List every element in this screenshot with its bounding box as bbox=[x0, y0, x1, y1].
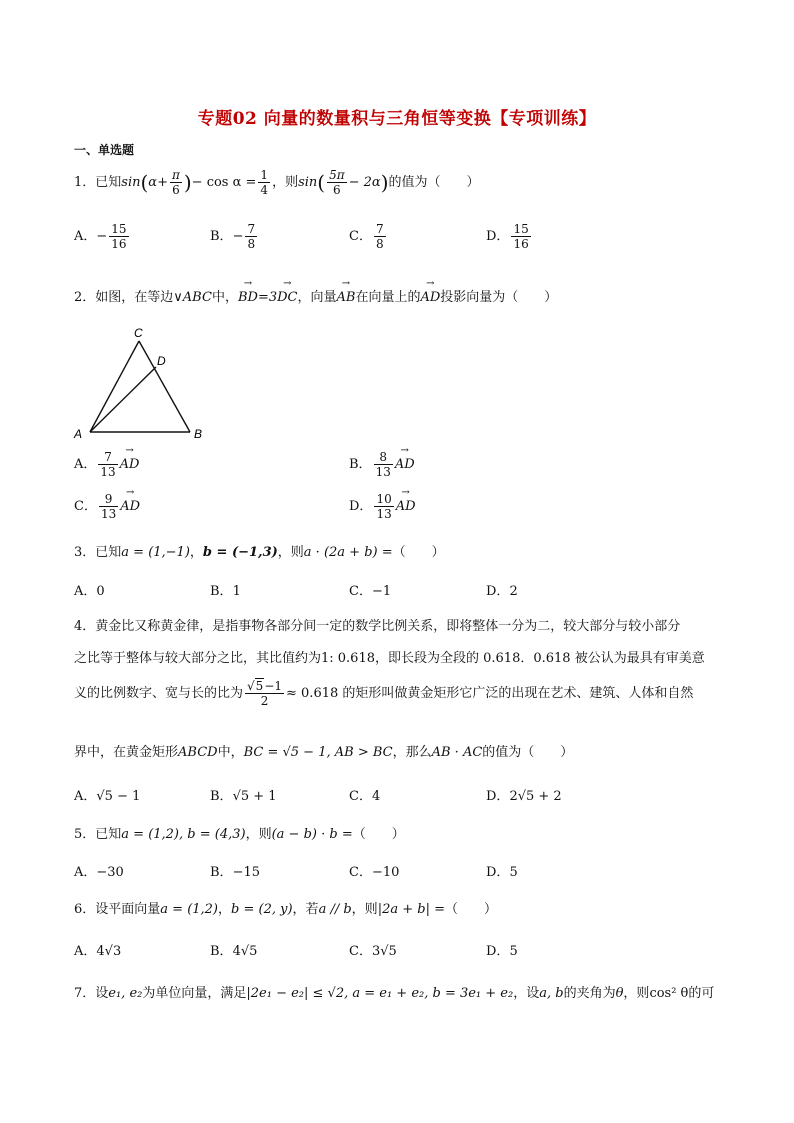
label-c: C bbox=[134, 326, 143, 340]
q3-option-b: B．1 bbox=[210, 584, 241, 599]
segment-ad bbox=[90, 367, 156, 432]
q2-option-c: C． $\frac{9}{13}$ → AD bbox=[74, 492, 140, 521]
question-7: 7．设e₁, e₂为单位向量，满足|2e₁ − e₂| ≤ √2, a = e₁ + e₂, b = 3e₁ + e₂，设a, b的夹角为θ，则cos² θ的可 bbox=[74, 986, 715, 1001]
q1-5pi-frac: $\frac{5\pi}{6}$ bbox=[329, 168, 345, 197]
q4-option-a: A．√5 − 1 bbox=[74, 789, 141, 804]
q3-option-c: C．−1 bbox=[349, 584, 392, 599]
question-5: 5．已知a = (1,2), b = (4,3)，则(a − b) · b =（ ） bbox=[74, 827, 405, 842]
label-d: D bbox=[157, 354, 166, 368]
q1-option-b: B．− $\frac{7}{8}$ bbox=[210, 222, 256, 251]
q5-option-a: A．−30 bbox=[74, 865, 124, 880]
q4-line-1: 4．黄金比又称黄金律，是指事物各部分间一定的数学比例关系，即将整体一分为二，较大部分与较小部分 bbox=[74, 619, 681, 634]
q4-line-2: 之比等于整体与较大部分之比，其比值约为1: 0.618，即长段为全段的 0.618．0.618 被公认为最具有审美意 bbox=[74, 651, 705, 666]
q5-option-c: C．−10 bbox=[349, 865, 400, 880]
q6-option-a: A．4√3 bbox=[74, 944, 122, 959]
q2-option-d: D． $\frac{10}{13}$ → AD bbox=[349, 492, 416, 521]
q5-option-b: B．−15 bbox=[210, 865, 260, 880]
q4-option-c: C．4 bbox=[349, 789, 381, 804]
q1-quarter: $\frac{1}{4}$ bbox=[260, 168, 269, 197]
label-a: A bbox=[74, 427, 83, 441]
q5-option-d: D．5 bbox=[486, 865, 518, 880]
q6-option-d: D．5 bbox=[486, 944, 518, 959]
q1-alpha: α+ bbox=[148, 175, 168, 190]
q2-option-a: A． $\frac{7}{13}$ → AD bbox=[74, 450, 139, 479]
section-heading: 一、单选题 bbox=[74, 143, 135, 157]
q1-option-d: D． $\frac{15}{16}$ bbox=[486, 222, 529, 251]
question-6: 6．设平面向量a = (1,2)，b = (2, y)，若a // b，则|2a + b| =（ ） bbox=[74, 902, 497, 917]
q1-pi-frac: $\frac{\pi}{6}$ bbox=[171, 168, 180, 197]
q3-option-a: A．0 bbox=[74, 584, 105, 599]
question-3: 3．已知a = (1,−1)，b = (−1,3)，则a · (2a + b) =（ ） bbox=[74, 545, 445, 560]
q1-lead: 1．已知 bbox=[74, 175, 122, 190]
q1-sin: sin bbox=[121, 175, 141, 190]
question-2: 2．如图，在等边∨ABC中，→ BD=3→ DC，向量→ AB在向量上的→ AD投影向量为（ ） bbox=[74, 284, 557, 305]
q2-option-b: B． $\frac{8}{13}$ → AD bbox=[349, 450, 415, 479]
q6-option-c: C．3√5 bbox=[349, 944, 397, 959]
label-b: B bbox=[194, 427, 203, 441]
q1-cos: − cos α = bbox=[191, 175, 257, 190]
page-title: 专题02 向量的数量积与三角恒等变换【专项训练】 bbox=[197, 109, 597, 129]
q4-option-b: B．√5 + 1 bbox=[210, 789, 277, 804]
q3-option-d: D．2 bbox=[486, 584, 518, 599]
side-ac bbox=[90, 341, 139, 432]
q6-option-b: B．4√5 bbox=[210, 944, 258, 959]
question-1: 1．已知sin(α+ $\frac{\pi}{6}$ )− cos α = $\frac{1}{4}$ ，则sin( $\frac{5\pi}{6}$ − 2α)的值为（ ） bbox=[74, 168, 480, 197]
q4-line-3: 义的比例数字、宽与长的比为 $\frac{√5-1}{2}$ ≈ 0.618 的矩形叫做黄金矩形它广泛的出现在艺术、建筑、人体和自然 bbox=[74, 679, 694, 708]
q1-tail: 的值为（ ） bbox=[388, 175, 480, 190]
triangle-figure bbox=[70, 325, 210, 443]
q1-option-c: C． $\frac{7}{8}$ bbox=[349, 222, 384, 251]
q4-golden-frac: $\frac{√5-1}{2}$ bbox=[247, 679, 283, 708]
q4-option-d: D．2√5 + 2 bbox=[486, 789, 562, 804]
q1-option-a: A．− $\frac{15}{16}$ bbox=[74, 222, 127, 251]
q4-line-4: 界中，在黄金矩形ABCD中，BC = √5 − 1, AB > BC，那么AB · AC的值为（ ） bbox=[74, 745, 574, 760]
